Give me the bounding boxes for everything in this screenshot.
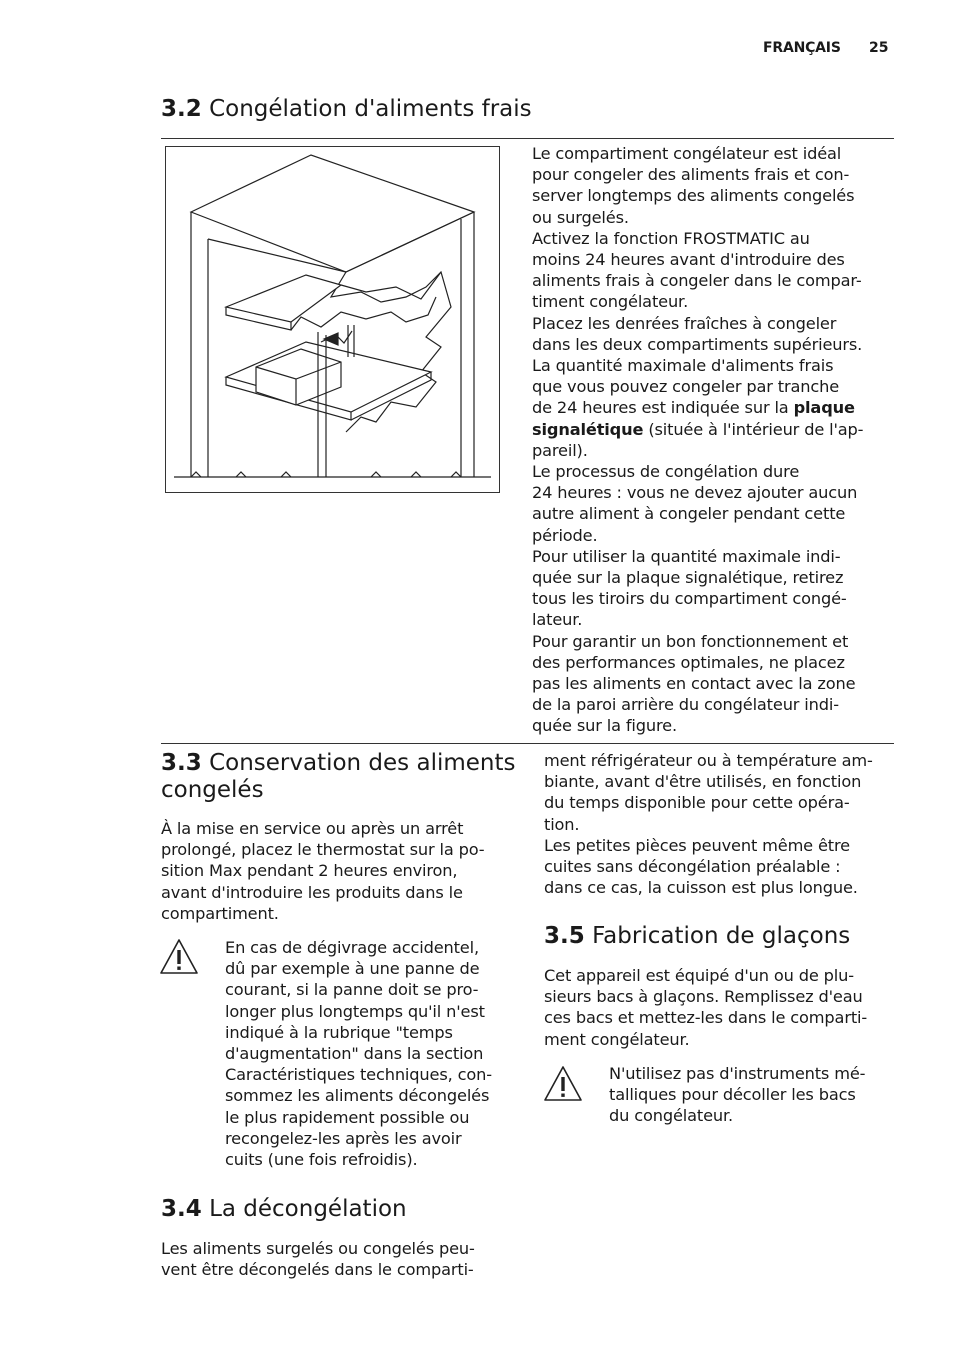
text-line: pareil).: [532, 440, 588, 460]
text-line: Pour utiliser la quantité maximale indi-: [532, 546, 841, 566]
text-line: La quantité maximale d'aliments frais: [532, 356, 834, 376]
text-line: Cet appareil est équipé d'un ou de plu-: [544, 966, 854, 985]
text-line: dans ce cas, la cuisson est plus longue.: [544, 878, 858, 898]
text-line: tion.: [544, 814, 580, 834]
section-divider: [161, 138, 894, 139]
text-line: quée sur la figure.: [532, 716, 677, 736]
text-line: quée sur la plaque signalétique, retirez: [532, 568, 844, 588]
text-line: Les petites pièces peuvent même être: [544, 835, 850, 855]
text-run: (située à l'intérieur de l'ap-: [643, 419, 864, 439]
text-line: Le processus de congélation dure: [532, 462, 800, 482]
text-line: 24 heures : vous ne devez ajouter aucun: [532, 483, 858, 503]
bold-term: signalétique: [532, 419, 644, 439]
text-line: [532, 397, 894, 418]
text-line: Pour garantir un bon fonctionnement et: [532, 631, 849, 651]
text-line: Le compartiment congélateur est idéal: [532, 144, 842, 163]
header-language: FRANÇAIS: [763, 40, 841, 56]
section-title: Congélation d'aliments frais: [209, 96, 532, 122]
warning-icon: [543, 1065, 583, 1103]
text-line: Placez les denrées fraîches à congeler: [532, 313, 837, 333]
text-line: aliments frais à congeler dans le compar-: [532, 271, 862, 291]
section-3-5-warning: [609, 1063, 894, 1127]
section-title: Conservation des aliments: [209, 750, 516, 776]
text-line: autre aliment à congeler pendant cette: [532, 504, 846, 524]
text-line: Les aliments surgelés ou congelés peu-: [161, 1239, 475, 1258]
text-line: ment congélateur.: [544, 1029, 690, 1049]
section-number: 3.2: [161, 96, 202, 122]
text-line: que vous pouvez congeler par tranche: [532, 377, 840, 397]
text-line: d'augmentation" dans la section: [225, 1044, 484, 1064]
text-line: [532, 419, 894, 440]
text-line: Activez la fonction FROSTMATIC au: [532, 228, 810, 248]
page-number: 25: [869, 40, 889, 56]
text-line: ces bacs et mettez-les dans le comparti-: [544, 1008, 868, 1028]
text-line: server longtemps des aliments congelés: [532, 186, 855, 206]
text-line: sieurs bacs à glaçons. Remplissez d'eau: [544, 987, 863, 1007]
section-3-3-heading: [161, 750, 521, 804]
section-3-2-heading: [161, 96, 881, 123]
text-line: des performances optimales, ne placez: [532, 652, 845, 672]
section-number: 3.5: [544, 923, 585, 949]
text-line: moins 24 heures avant d'introduire des: [532, 250, 845, 270]
section-3-5-body: [544, 965, 894, 1050]
section-3-4-heading: [161, 1196, 521, 1223]
warning-icon: [159, 938, 199, 976]
text-line: lateur.: [532, 610, 583, 630]
section-3-5-heading: [544, 923, 894, 950]
text-line: tous les tiroirs du compartiment congé-: [532, 589, 847, 609]
freezer-illustration: [165, 146, 500, 493]
text-line: dans les deux compartiments supérieurs.: [532, 334, 863, 354]
section-number: 3.3: [161, 750, 202, 776]
text-line: recongelez-les après les avoir: [225, 1128, 462, 1148]
text-line: talliques pour décoller les bacs: [609, 1085, 856, 1105]
text-line: cuits (une fois refroidis).: [225, 1150, 418, 1170]
text-line: En cas de dégivrage accidentel,: [225, 938, 479, 957]
text-line: pour congeler des aliments frais et con-: [532, 165, 850, 185]
text-line: le plus rapidement possible ou: [225, 1107, 470, 1127]
text-line: compartiment.: [161, 903, 279, 923]
section-3-4-body-continued: [544, 750, 894, 898]
text-line: pas les aliments en contact avec la zone: [532, 674, 856, 694]
section-3-3-body: [161, 818, 521, 924]
text-line: biante, avant d'être utilisés, en fonction: [544, 772, 862, 792]
text-line: période.: [532, 525, 598, 545]
text-line: sommez les aliments décongelés: [225, 1086, 490, 1106]
text-line: longer plus longtemps qu'il n'est: [225, 1001, 485, 1021]
bold-term: plaque: [793, 398, 855, 418]
text-line: vent être décongelés dans le comparti-: [161, 1260, 474, 1280]
section-3-4-body: [161, 1238, 521, 1280]
text-line: sition Max pendant 2 heures environ,: [161, 861, 458, 881]
section-title-cont: congelés: [161, 777, 264, 803]
freezer-drawing: [166, 147, 499, 492]
text-line: avant d'introduire les produits dans le: [161, 882, 463, 902]
section-title: Fabrication de glaçons: [592, 923, 851, 949]
text-line: N'utilisez pas d'instruments mé-: [609, 1064, 866, 1083]
text-line: ou surgelés.: [532, 207, 629, 227]
text-line: courant, si la panne doit se pro-: [225, 980, 479, 1000]
section-divider: [161, 743, 894, 744]
text-run: de 24 heures est indiquée sur la: [532, 398, 789, 418]
text-line: du temps disponible pour cette opéra-: [544, 793, 850, 813]
section-number: 3.4: [161, 1196, 202, 1222]
text-line: À la mise en service ou après un arrêt: [161, 819, 464, 838]
text-line: cuites sans décongélation préalable :: [544, 857, 841, 877]
text-line: de la paroi arrière du congélateur indi-: [532, 695, 839, 715]
text-line: ment réfrigérateur ou à température am-: [544, 751, 873, 770]
text-line: Caractéristiques techniques, con-: [225, 1065, 492, 1085]
text-line: prolongé, placez le thermostat sur la po-: [161, 840, 485, 860]
section-3-2-body: [532, 143, 894, 737]
section-title: La décongélation: [209, 1196, 407, 1222]
text-line: indiqué à la rubrique "temps: [225, 1022, 453, 1042]
section-3-3-warning: [225, 937, 521, 1170]
text-line: timent congélateur.: [532, 292, 689, 312]
text-line: du congélateur.: [609, 1106, 734, 1126]
text-line: dû par exemple à une panne de: [225, 959, 480, 979]
